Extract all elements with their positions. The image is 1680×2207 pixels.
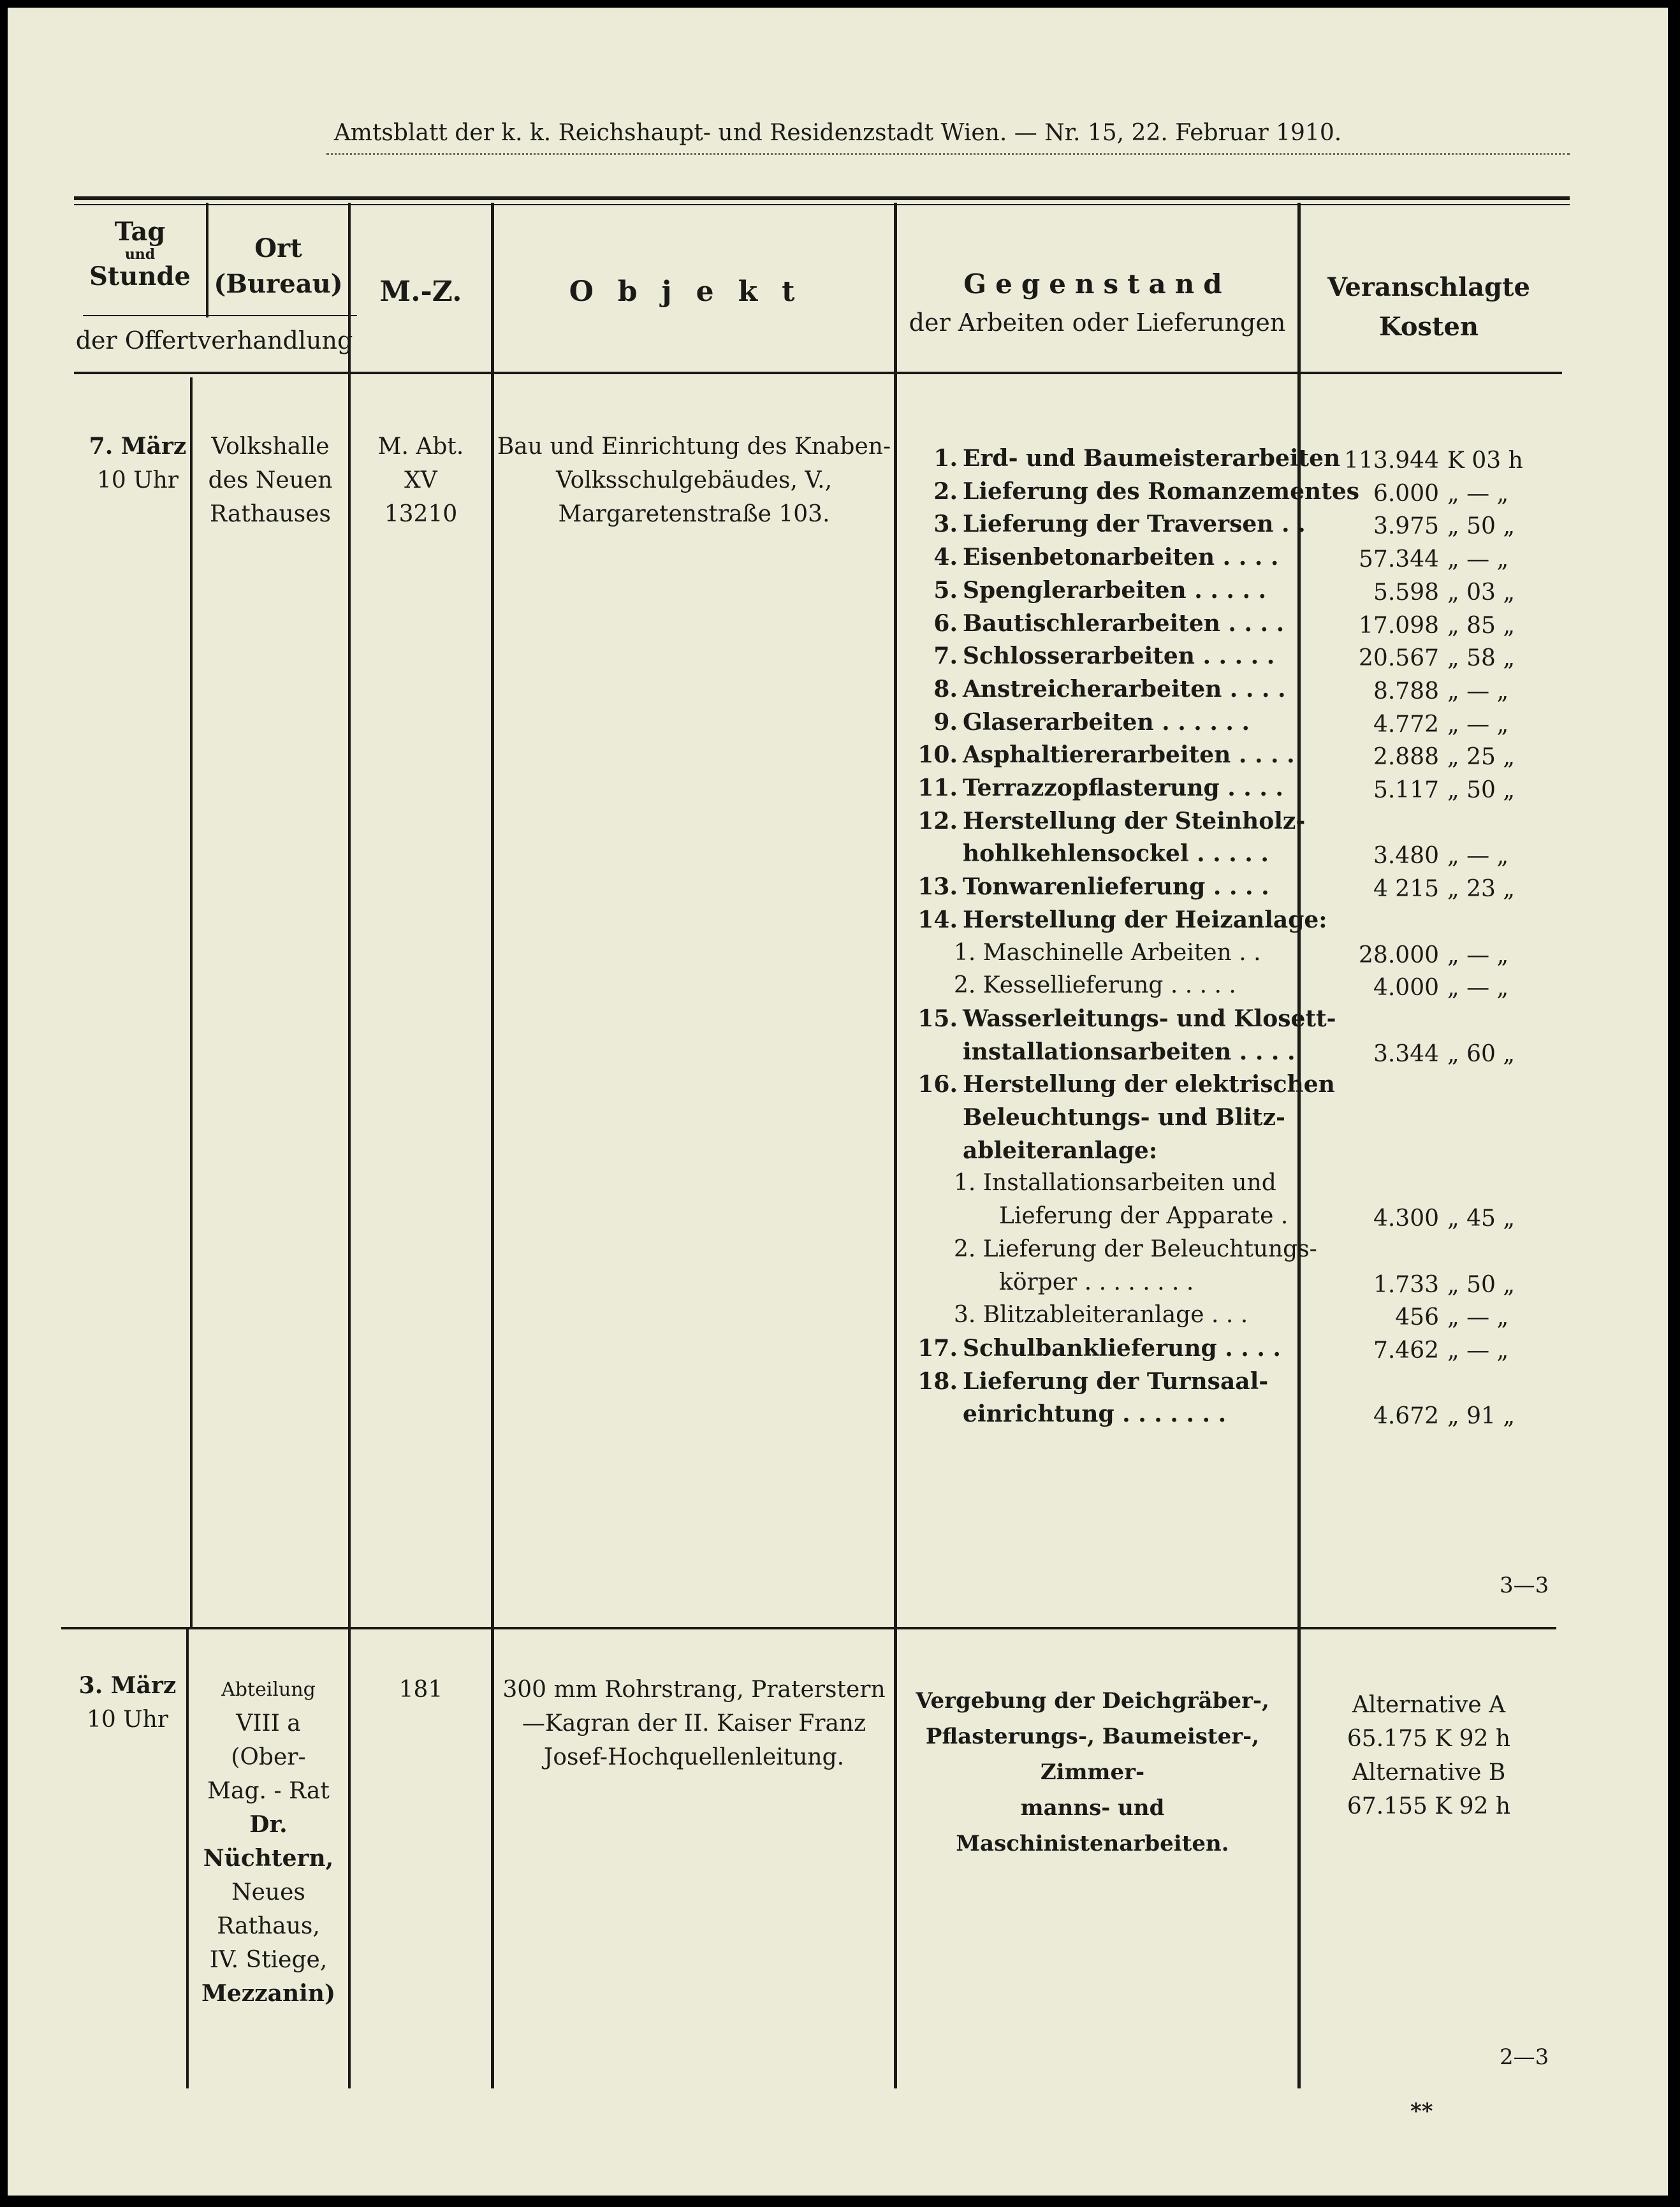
item-amount: 1.733 xyxy=(1373,1272,1439,1298)
entry2-tag xyxy=(69,1669,186,1737)
item-amount-suffix: „ — „ xyxy=(1447,1337,1509,1364)
item-amount-suffix: „ 50 „ xyxy=(1447,777,1515,803)
entry2-gegenstand-line: Pflasterungs-, Baumeister-, Zimmer- xyxy=(925,1724,1260,1785)
item-text: Erd- und Baumeisterarbeiten xyxy=(963,445,1341,472)
entry2-gegenstand xyxy=(887,1683,1297,1861)
item-text: 3. Blitzableiteranlage . . . xyxy=(954,1302,1248,1328)
header-mz: M.-Z. xyxy=(379,275,462,308)
entry1-objekt-line: Bau und Einrichtung des Knaben- xyxy=(497,433,891,460)
entry2-date: 3. März xyxy=(78,1672,177,1699)
entry1-mz-line: XV xyxy=(404,467,437,493)
entry1-tag xyxy=(74,430,201,497)
item-amount: 4 215 xyxy=(1373,876,1439,902)
item-amount: 3.975 xyxy=(1373,513,1439,539)
item-text: Asphaltiererarbeiten . . . . xyxy=(963,741,1295,768)
item-amount: 2.888 xyxy=(1373,744,1439,770)
item-amount: 5.598 xyxy=(1373,579,1439,606)
item-text: 2. Kessellieferung . . . . . xyxy=(954,972,1236,998)
item-amount: 17.098 xyxy=(1359,613,1439,639)
item-number: 13. xyxy=(917,873,958,900)
entry2-ort-line: Dr. xyxy=(249,1811,288,1838)
item-text: Bautischlerarbeiten . . . . xyxy=(963,610,1285,637)
offert-rule xyxy=(83,315,357,316)
item-amount: 28.000 xyxy=(1359,942,1439,968)
entry2-objekt-line: —Kagran der II. Kaiser Franz xyxy=(522,1710,866,1737)
item-amount-suffix: „ — „ xyxy=(1447,546,1509,572)
item-text: Terrazzopflasterung . . . . xyxy=(963,775,1283,801)
item-number: 7. xyxy=(933,643,958,669)
item-text: Lieferung der Traversen . . xyxy=(963,511,1306,537)
item-amount: 4.000 xyxy=(1373,975,1439,1001)
entry2-kosten-line: 65.175 K 92 h xyxy=(1347,1726,1511,1752)
header-kosten xyxy=(1301,268,1557,347)
item-amount: 4.672 xyxy=(1373,1403,1439,1429)
item-amount-suffix: K 03 h xyxy=(1447,448,1523,474)
item-amount: 113.944 xyxy=(1344,448,1439,474)
item-number: 1. xyxy=(933,445,958,472)
item-text: 1. Maschinelle Arbeiten . . xyxy=(954,940,1261,966)
item-amount-suffix: „ 45 „ xyxy=(1447,1205,1515,1232)
entry2-ort-line: IV. Stiege, xyxy=(209,1947,328,1973)
header-kosten-line: Kosten xyxy=(1378,312,1479,342)
entry1-time: 10 Uhr xyxy=(97,467,179,493)
entry2-gegenstand-line: Vergebung der Deichgräber-, xyxy=(916,1688,1269,1714)
item-number: 4. xyxy=(933,544,958,571)
item-number: 17. xyxy=(917,1335,958,1362)
item-text: einrichtung . . . . . . . xyxy=(963,1401,1227,1427)
item-text: körper . . . . . . . . xyxy=(999,1269,1194,1295)
entry2-objekt-line: Josef-Hochquellenleitung. xyxy=(543,1744,845,1770)
item-amount: 20.567 xyxy=(1359,645,1439,671)
item-amount: 5.117 xyxy=(1373,777,1439,803)
entry1-mz-line: 13210 xyxy=(384,501,458,527)
item-text: 1. Installationsarbeiten und xyxy=(954,1170,1276,1196)
entry2-ort-line: Mezzanin) xyxy=(201,1980,336,2007)
entry2-gegenstand-line: manns- und Maschinistenarbeiten. xyxy=(956,1795,1229,1856)
item-text: hohlkehlensockel . . . . . xyxy=(963,840,1269,867)
item-text: Lieferung des Romanzementes xyxy=(963,478,1360,505)
entry2-ref: 2—3 xyxy=(1500,2044,1549,2070)
entry-separator-rule xyxy=(61,1627,1556,1629)
header-offert: der Offertverhandlung xyxy=(75,326,353,354)
item-amount: 456 xyxy=(1395,1304,1439,1330)
item-number: 6. xyxy=(933,610,958,637)
header-tag-line: und xyxy=(124,246,156,263)
header-gegenstand-sub: der Arbeiten oder Lieferungen xyxy=(909,309,1286,337)
item-text: Schlosserarbeiten . . . . . xyxy=(963,643,1275,669)
item-text: Schulbanklieferung . . . . xyxy=(963,1335,1281,1362)
item-amount-suffix: „ 58 „ xyxy=(1447,645,1515,671)
item-text: 2. Lieferung der Beleuchtungs- xyxy=(954,1236,1317,1262)
entry2-objekt-line: 300 mm Rohrstrang, Praterstern xyxy=(502,1677,886,1703)
entry1-ort-line: des Neuen xyxy=(208,467,333,493)
item-number: 15. xyxy=(917,1005,958,1032)
item-amount-suffix: „ — „ xyxy=(1447,678,1509,704)
item-number: 14. xyxy=(917,907,958,933)
entry2-time: 10 Uhr xyxy=(87,1707,168,1733)
running-head: Amtsblatt der k. k. Reichshaupt- und Residenzstadt Wien. — Nr. 15, 22. Februar 1910. xyxy=(333,120,1342,146)
item-text: Herstellung der Heizanlage: xyxy=(963,907,1327,933)
item-amount-suffix: „ — „ xyxy=(1447,843,1509,869)
footer-mark: ** xyxy=(1410,2099,1433,2124)
entry1-ort xyxy=(193,430,348,531)
item-number: 12. xyxy=(917,808,958,834)
entry2-objekt xyxy=(494,1673,894,1774)
entry2-mz: 181 xyxy=(398,1677,443,1703)
item-amount-suffix: „ — „ xyxy=(1447,481,1509,507)
entry2-kosten-line: 67.155 K 92 h xyxy=(1347,1793,1511,1819)
entry2-ort-line: Neues xyxy=(231,1879,305,1905)
item-amount: 7.462 xyxy=(1373,1337,1439,1364)
top-thick-rule xyxy=(74,196,1570,200)
header-ort-line: (Bureau) xyxy=(214,269,343,299)
item-text: ableiteranlage: xyxy=(963,1137,1158,1164)
item-number: 10. xyxy=(917,741,958,768)
item-amount-suffix: „ 91 „ xyxy=(1447,1403,1515,1429)
header-ort-line: Ort xyxy=(254,233,302,263)
item-number: 16. xyxy=(917,1071,958,1098)
entry1-ref: 3—3 xyxy=(1500,1573,1549,1598)
item-amount: 6.000 xyxy=(1373,481,1439,507)
entry1-objekt-line: Margaretenstraße 103. xyxy=(558,501,830,527)
entry2-kosten xyxy=(1301,1688,1557,1823)
header-tag-line: Stunde xyxy=(89,261,191,291)
item-amount-suffix: „ 03 „ xyxy=(1447,579,1515,606)
entry2-ort-line: Rathaus, xyxy=(217,1913,320,1939)
item-amount: 8.788 xyxy=(1373,678,1439,704)
entry1-objekt xyxy=(494,430,894,531)
item-amount-suffix: „ 85 „ xyxy=(1447,613,1515,639)
item-amount-suffix: „ 25 „ xyxy=(1447,744,1515,770)
item-text: Eisenbetonarbeiten . . . . xyxy=(963,544,1279,571)
header-ort xyxy=(208,231,348,302)
header-kosten-line: Veranschlagte xyxy=(1327,272,1530,302)
item-number: 5. xyxy=(933,577,958,604)
item-text: installationsarbeiten . . . . xyxy=(963,1038,1296,1065)
item-amount-suffix: „ — „ xyxy=(1447,1304,1509,1330)
item-amount: 4.772 xyxy=(1373,711,1439,738)
entry1-mz xyxy=(351,430,491,531)
entry2-kosten-line: Alternative A xyxy=(1352,1692,1506,1718)
item-amount: 3.344 xyxy=(1373,1041,1439,1067)
header-objekt: Objekt xyxy=(569,275,819,308)
wavy-divider xyxy=(326,153,1570,157)
item-amount-suffix: „ 50 „ xyxy=(1447,513,1515,539)
header-gegenstand-title: Gegenstand xyxy=(963,268,1231,300)
item-amount: 3.480 xyxy=(1373,843,1439,869)
item-amount-suffix: „ — „ xyxy=(1447,975,1509,1001)
item-amount-suffix: „ 60 „ xyxy=(1447,1041,1515,1067)
entry1-ort-line: Rathauses xyxy=(210,501,331,527)
item-number: 9. xyxy=(933,709,958,736)
entry1-ort-line: Volkshalle xyxy=(211,433,330,460)
item-number: 11. xyxy=(917,775,958,801)
entry2-ort-line: Mag. - Rat xyxy=(207,1778,330,1804)
item-number: 18. xyxy=(917,1368,958,1395)
entry2-ort-line: Nüchtern, xyxy=(203,1845,334,1872)
header-tag xyxy=(74,218,206,291)
item-text: Wasserleitungs- und Klosett- xyxy=(963,1005,1336,1032)
item-text: Lieferung der Apparate . xyxy=(999,1203,1289,1229)
entry2-ort-line: Abteilung xyxy=(221,1679,316,1701)
item-amount-suffix: „ — „ xyxy=(1447,942,1509,968)
item-amount-suffix: „ 23 „ xyxy=(1447,876,1515,902)
item-text: Herstellung der Steinholz- xyxy=(963,808,1306,834)
entry2-ort xyxy=(189,1673,348,2011)
entry1-objekt-line: Volksschulgebäudes, V., xyxy=(555,467,833,493)
document-page xyxy=(8,8,1668,2196)
entry1-date: 7. März xyxy=(89,433,187,460)
item-text: Spenglerarbeiten . . . . . xyxy=(963,577,1267,604)
entry2-ort-line: VIII a xyxy=(236,1710,301,1737)
top-thin-rule xyxy=(74,204,1570,205)
item-text: Herstellung der elektrischen xyxy=(963,1071,1335,1098)
item-text: Lieferung der Turnsaal- xyxy=(963,1368,1269,1395)
entry2-kosten-line: Alternative B xyxy=(1352,1759,1506,1786)
item-text: Tonwarenlieferung . . . . xyxy=(963,873,1269,900)
header-gegenstand xyxy=(897,265,1297,342)
header-bottom-rule xyxy=(74,372,1562,374)
item-number: 3. xyxy=(933,511,958,537)
entry1-mz-line: M. Abt. xyxy=(377,433,464,460)
item-amount-suffix: „ 50 „ xyxy=(1447,1272,1515,1298)
item-text: Beleuchtungs- und Blitz- xyxy=(963,1104,1285,1131)
item-amount: 4.300 xyxy=(1373,1205,1439,1232)
col-divider-1b xyxy=(190,377,193,1627)
header-tag-line: Tag xyxy=(114,217,166,247)
entry2-ort-line: (Ober- xyxy=(231,1744,306,1770)
item-text: Glaserarbeiten . . . . . . xyxy=(963,709,1250,736)
item-number: 2. xyxy=(933,478,958,505)
item-amount: 57.344 xyxy=(1359,546,1439,572)
item-text: Anstreicherarbeiten . . . . xyxy=(963,676,1286,703)
item-number: 8. xyxy=(933,676,958,703)
item-amount-suffix: „ — „ xyxy=(1447,711,1509,738)
